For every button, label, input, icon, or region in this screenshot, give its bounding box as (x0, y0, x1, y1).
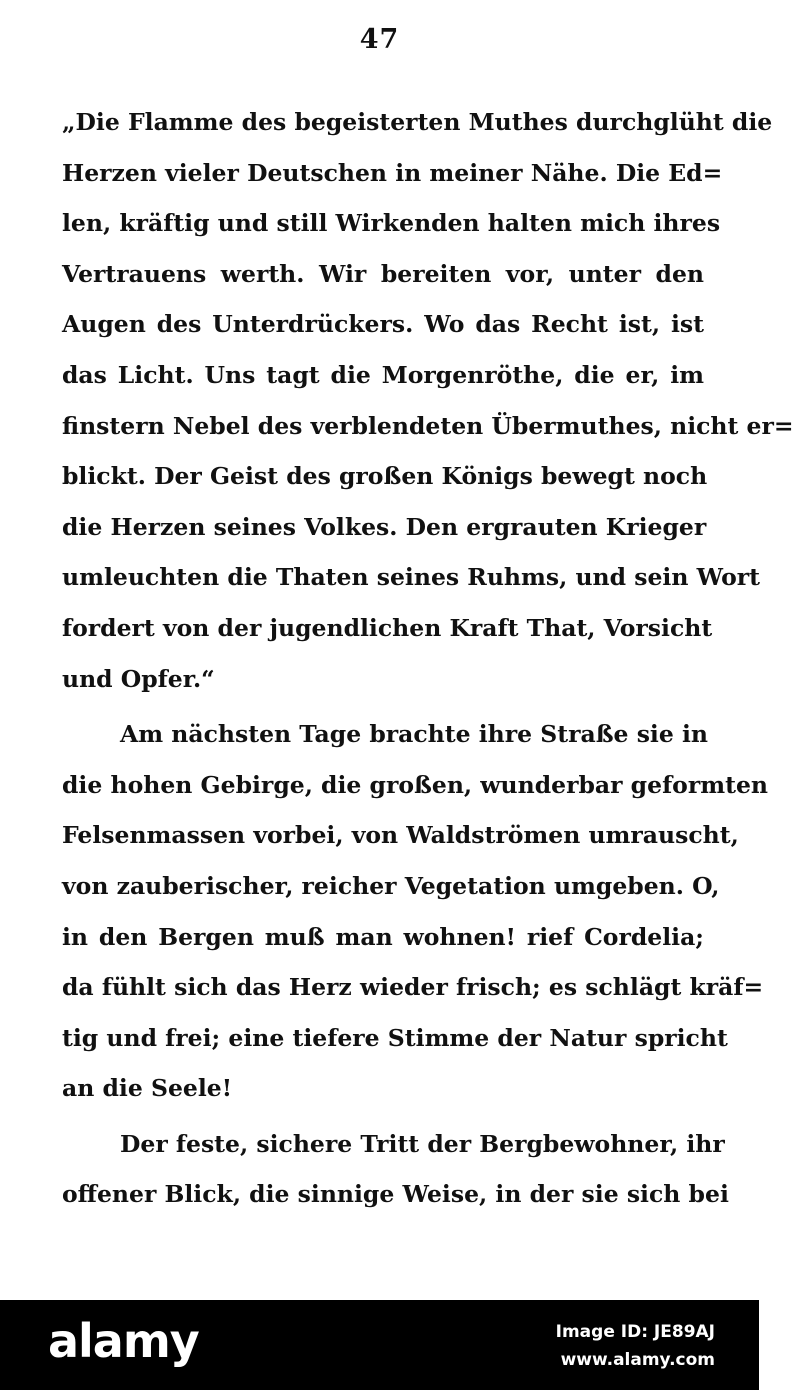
text-line: len, kräftig und still Wirkenden halten mich ihres (62, 209, 721, 238)
body-text (62, 97, 794, 1220)
text-line: von zauberischer, reicher Vegetation umgeben. O, (62, 871, 720, 900)
text-line: Felsenmassen vorbei, von Waldströmen umrauscht, (62, 821, 739, 850)
text-line: umleuchten die Thaten seines Ruhms, und sein Wort (62, 563, 761, 592)
text-line: in den Bergen muß man wohnen! rief Cordelia; (62, 922, 704, 951)
paragraph (62, 1119, 729, 1220)
text-line: blickt. Der Geist des großen Königs bewegt noch (62, 462, 708, 491)
text-line: Augen des Unterdrückers. Wo das Recht ist, ist (62, 310, 704, 339)
text-line: die Herzen seines Volkes. Den ergrauten Krieger (62, 512, 707, 541)
page-number: 47 (359, 24, 400, 55)
text-line: fordert von der jugendlichen Kraft That, Vorsicht (62, 613, 713, 642)
text-line: tig und frei; eine tiefere Stimme der Natur spricht (62, 1023, 728, 1052)
paragraph (62, 97, 794, 704)
text-line: die hohen Gebirge, die großen, wunderbar geformten (62, 770, 768, 799)
text-line: Der feste, sichere Tritt der Bergbewohner, ihr (120, 1129, 725, 1158)
image-id: Image ID: JE89AJ (555, 1322, 715, 1342)
watermark-footer (0, 1300, 759, 1390)
text-line: offener Blick, die sinnige Weise, in der sie sich bei (62, 1180, 729, 1209)
text-line: Am nächsten Tage brachte ihre Straße sie in (120, 720, 708, 749)
text-line: das Licht. Uns tagt die Morgenröthe, die er, im (62, 360, 704, 389)
text-line: an die Seele! (62, 1074, 233, 1103)
site-url: www.alamy.com (560, 1350, 715, 1370)
text-line: Herzen vieler Deutschen in meiner Nähe. Die Ed= (62, 158, 723, 187)
text-line: da fühlt sich das Herz wieder frisch; es schlägt kräf= (62, 973, 764, 1002)
text-line: Vertrauens werth. Wir bereiten vor, unter den (62, 259, 704, 288)
text-line: finstern Nebel des verblendeten Übermuthes, nicht er= (62, 411, 794, 440)
alamy-logo: alamy (48, 1314, 199, 1368)
text-line: und Opfer.“ (62, 664, 215, 693)
paragraph (62, 709, 768, 1114)
text-line: „Die Flamme des begeisterten Muthes durchglüht die (62, 108, 773, 136)
